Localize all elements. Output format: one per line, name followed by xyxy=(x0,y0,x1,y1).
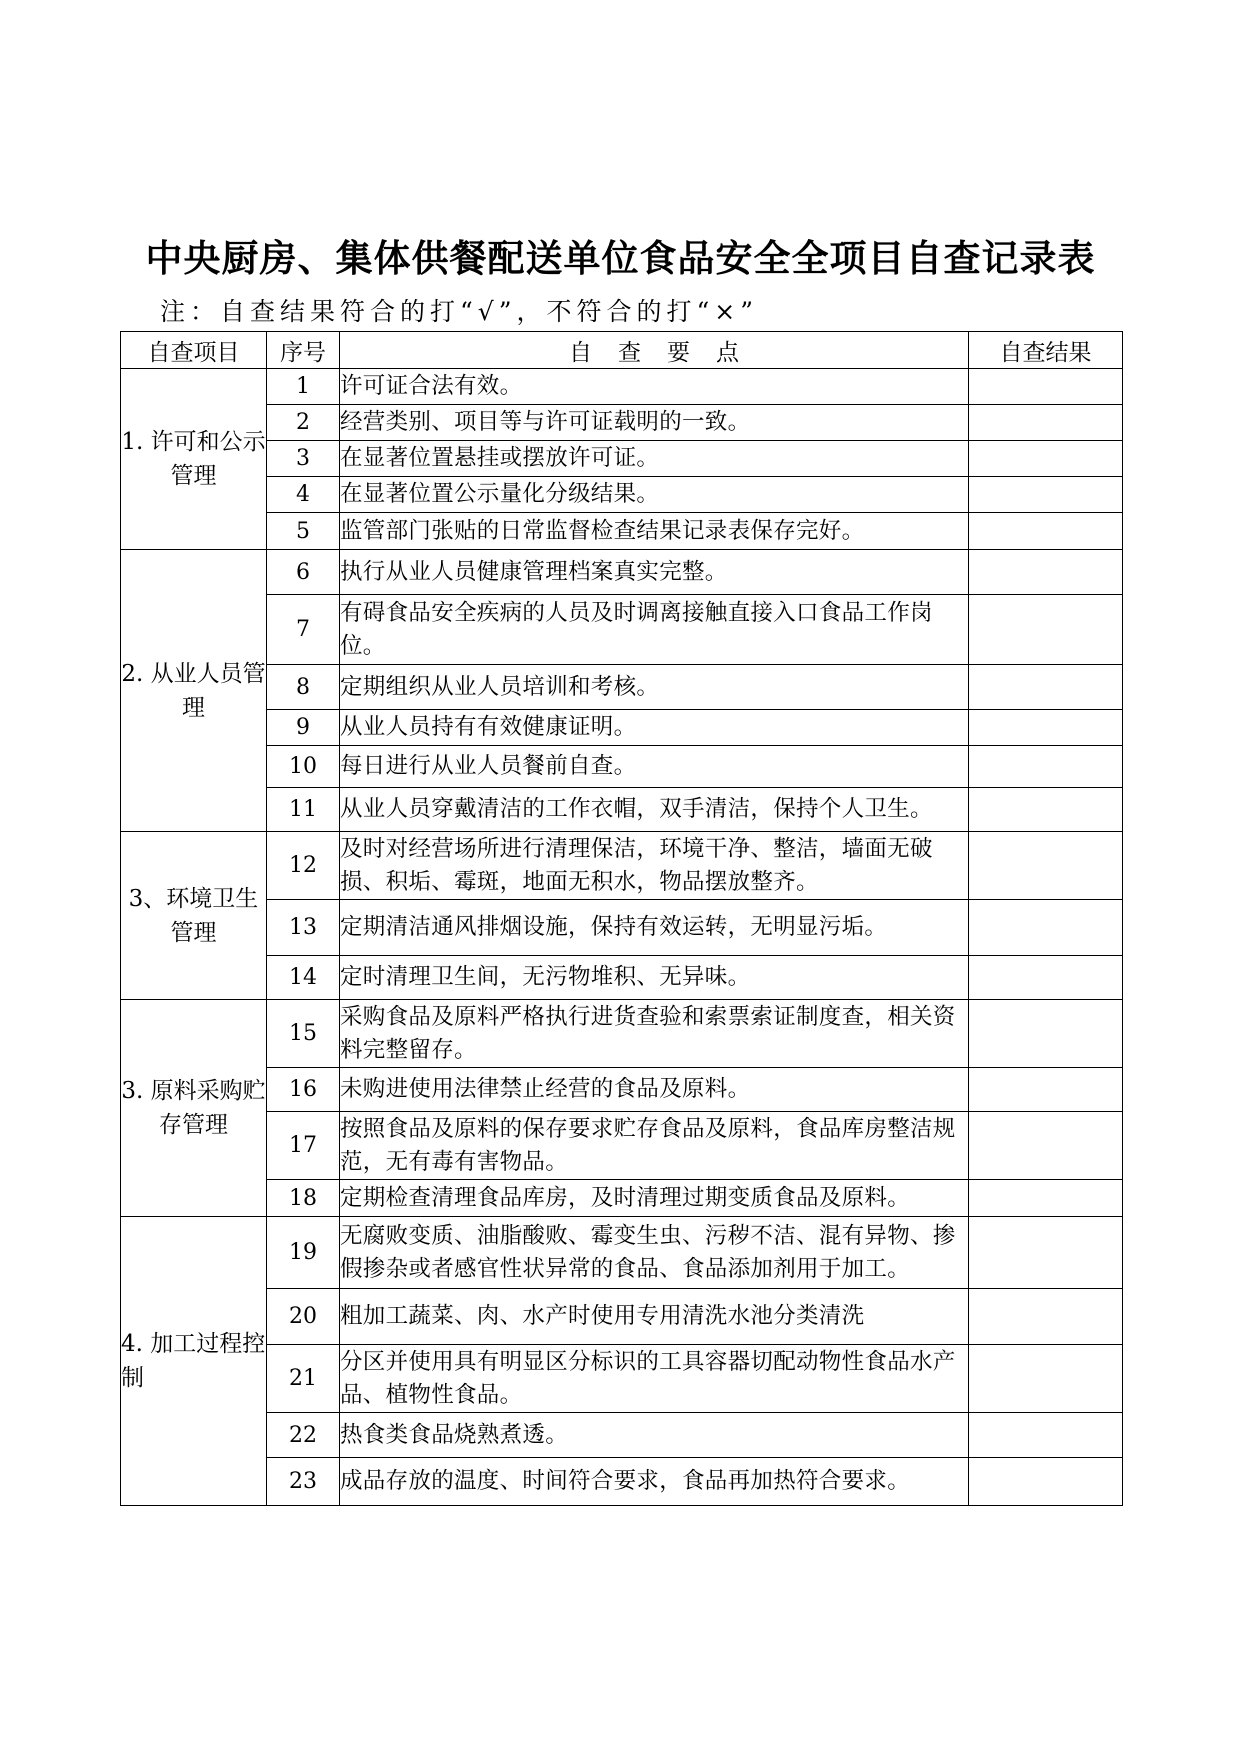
table-row xyxy=(121,1180,1123,1217)
table-row xyxy=(121,710,1123,746)
check-point-text: 在显著位置公示量化分级结果。 xyxy=(340,477,969,513)
result-cell[interactable] xyxy=(969,441,1123,477)
category-cell: 2. 从业人员管理 xyxy=(121,550,267,832)
row-number: 7 xyxy=(267,595,340,665)
check-point-text: 热食类食品烧熟煮透。 xyxy=(340,1413,969,1458)
check-point-text: 执行从业人员健康管理档案真实完整。 xyxy=(340,550,969,595)
result-cell[interactable] xyxy=(969,1180,1123,1217)
row-number: 9 xyxy=(267,710,340,746)
row-number: 12 xyxy=(267,832,340,900)
result-cell[interactable] xyxy=(969,1217,1123,1289)
row-number: 8 xyxy=(267,665,340,710)
result-cell[interactable] xyxy=(969,1068,1123,1112)
check-point-text: 从业人员穿戴清洁的工作衣帽，双手清洁，保持个人卫生。 xyxy=(340,788,969,832)
result-cell[interactable] xyxy=(969,746,1123,788)
check-point-text: 从业人员持有有效健康证明。 xyxy=(340,710,969,746)
table-row xyxy=(121,746,1123,788)
result-cell[interactable] xyxy=(969,956,1123,1000)
table-row xyxy=(121,1000,1123,1068)
table-row xyxy=(121,369,1123,405)
row-number: 1 xyxy=(267,369,340,405)
table-row xyxy=(121,1289,1123,1345)
row-number: 3 xyxy=(267,441,340,477)
row-number: 20 xyxy=(267,1289,340,1345)
check-point-text: 定期检查清理食品库房，及时清理过期变质食品及原料。 xyxy=(340,1180,969,1217)
row-number: 18 xyxy=(267,1180,340,1217)
table-row xyxy=(121,900,1123,956)
row-number: 10 xyxy=(267,746,340,788)
category-cell: 3、环境卫生管理 xyxy=(121,832,267,1000)
row-number: 6 xyxy=(267,550,340,595)
row-number: 2 xyxy=(267,405,340,441)
check-point-text: 定期组织从业人员培训和考核。 xyxy=(340,665,969,710)
table-row xyxy=(121,405,1123,441)
check-point-text: 未购进使用法律禁止经营的食品及原料。 xyxy=(340,1068,969,1112)
check-point-text: 分区并使用具有明显区分标识的工具容器切配动物性食品水产品、植物性食品。 xyxy=(340,1345,969,1413)
row-number: 22 xyxy=(267,1413,340,1458)
check-point-text: 定时清理卫生间，无污物堆积、无异味。 xyxy=(340,956,969,1000)
result-cell[interactable] xyxy=(969,369,1123,405)
result-cell[interactable] xyxy=(969,513,1123,550)
result-cell[interactable] xyxy=(969,710,1123,746)
category-cell: 1. 许可和公示管理 xyxy=(121,369,267,550)
header-row xyxy=(121,332,1123,369)
result-cell[interactable] xyxy=(969,1458,1123,1506)
instruction-note: 注：自查结果符合的打“√”，不符合的打“×” xyxy=(160,297,759,326)
row-number: 19 xyxy=(267,1217,340,1289)
row-number: 14 xyxy=(267,956,340,1000)
check-point-text: 有碍食品安全疾病的人员及时调离接触直接入口食品工作岗位。 xyxy=(340,595,969,665)
result-cell[interactable] xyxy=(969,1112,1123,1180)
result-cell[interactable] xyxy=(969,1413,1123,1458)
result-cell[interactable] xyxy=(969,788,1123,832)
result-cell[interactable] xyxy=(969,477,1123,513)
check-point-text: 经营类别、项目等与许可证载明的一致。 xyxy=(340,405,969,441)
table-row xyxy=(121,1345,1123,1413)
check-point-text: 及时对经营场所进行清理保洁，环境干净、整洁，墙面无破损、积垢、霉斑，地面无积水，物品摆放整齐。 xyxy=(340,832,969,900)
header-point: 自查要点 xyxy=(340,332,969,369)
check-point-text: 粗加工蔬菜、肉、水产时使用专用清洗水池分类清洗 xyxy=(340,1289,969,1345)
row-number: 21 xyxy=(267,1345,340,1413)
result-cell[interactable] xyxy=(969,1345,1123,1413)
result-cell[interactable] xyxy=(969,665,1123,710)
result-cell[interactable] xyxy=(969,832,1123,900)
header-result: 自查结果 xyxy=(969,332,1123,369)
table-row xyxy=(121,1413,1123,1458)
row-number: 11 xyxy=(267,788,340,832)
check-point-text: 无腐败变质、油脂酸败、霉变生虫、污秽不洁、混有异物、掺假掺杂或者感官性状异常的食品、食品添加剂用于加工。 xyxy=(340,1217,969,1289)
table-row xyxy=(121,1068,1123,1112)
table-row xyxy=(121,956,1123,1000)
table-row xyxy=(121,513,1123,550)
table-row xyxy=(121,477,1123,513)
result-cell[interactable] xyxy=(969,1289,1123,1345)
check-point-text: 许可证合法有效。 xyxy=(340,369,969,405)
table-row xyxy=(121,441,1123,477)
row-number: 16 xyxy=(267,1068,340,1112)
table-row xyxy=(121,595,1123,665)
result-cell[interactable] xyxy=(969,1000,1123,1068)
table-row xyxy=(121,788,1123,832)
table-row xyxy=(121,1217,1123,1289)
row-number: 5 xyxy=(267,513,340,550)
result-cell[interactable] xyxy=(969,405,1123,441)
check-point-text: 成品存放的温度、时间符合要求，食品再加热符合要求。 xyxy=(340,1458,969,1506)
result-cell[interactable] xyxy=(969,550,1123,595)
check-point-text: 在显著位置悬挂或摆放许可证。 xyxy=(340,441,969,477)
check-point-text: 每日进行从业人员餐前自查。 xyxy=(340,746,969,788)
check-point-text: 定期清洁通风排烟设施，保持有效运转，无明显污垢。 xyxy=(340,900,969,956)
table-row xyxy=(121,832,1123,900)
page-title: 中央厨房、集体供餐配送单位食品安全全项目自查记录表 xyxy=(145,237,1096,280)
check-point-text: 采购食品及原料严格执行进货查验和索票索证制度查，相关资料完整留存。 xyxy=(340,1000,969,1068)
result-cell[interactable] xyxy=(969,900,1123,956)
checklist-table xyxy=(120,331,1123,1506)
row-number: 4 xyxy=(267,477,340,513)
check-point-text: 按照食品及原料的保存要求贮存食品及原料，食品库房整洁规范，无有毒有害物品。 xyxy=(340,1112,969,1180)
category-cell: 4. 加工过程控制 xyxy=(121,1217,267,1506)
check-point-text: 监管部门张贴的日常监督检查结果记录表保存完好。 xyxy=(340,513,969,550)
row-number: 13 xyxy=(267,900,340,956)
result-cell[interactable] xyxy=(969,595,1123,665)
table-row xyxy=(121,1458,1123,1506)
row-number: 23 xyxy=(267,1458,340,1506)
table-row xyxy=(121,665,1123,710)
category-cell: 3. 原料采购贮存管理 xyxy=(121,1000,267,1217)
row-number: 15 xyxy=(267,1000,340,1068)
header-item: 自查项目 xyxy=(121,332,267,369)
table-row xyxy=(121,550,1123,595)
row-number: 17 xyxy=(267,1112,340,1180)
header-no: 序号 xyxy=(267,332,340,369)
table-row xyxy=(121,1112,1123,1180)
